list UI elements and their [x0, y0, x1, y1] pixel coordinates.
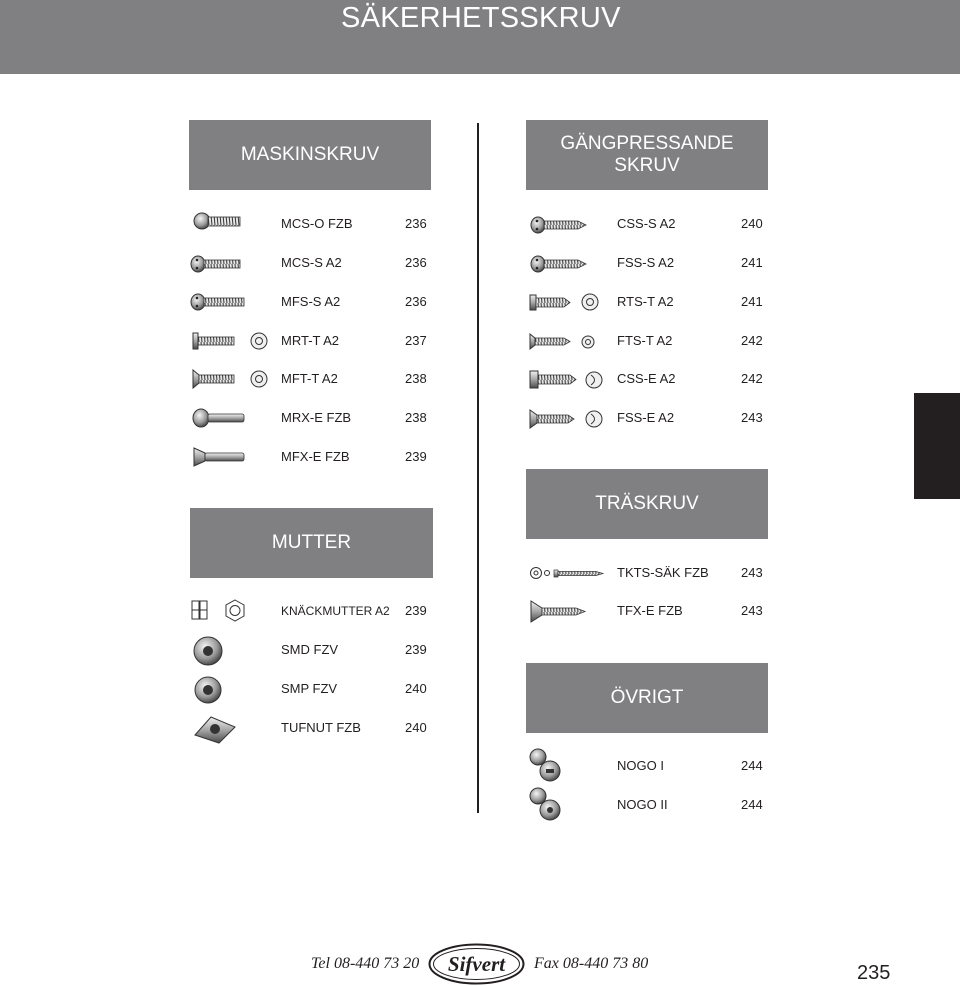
- torx-pin-screw-icon: [191, 322, 269, 360]
- nogo-cap-icon: [526, 747, 566, 785]
- two-hole-pan-screw-icon: [189, 244, 243, 282]
- column-divider: [477, 123, 479, 813]
- list-item[interactable]: [189, 592, 434, 630]
- section-header-gangpressande-skruv: [526, 120, 768, 190]
- page-title: SÄKERHETSSKRUV: [341, 2, 621, 34]
- list-item[interactable]: [189, 438, 434, 476]
- item-code: FSS-S A2: [617, 255, 675, 270]
- item-page: 236: [405, 255, 427, 270]
- item-code: MFT-T A2: [281, 371, 338, 386]
- item-code: FSS-E A2: [617, 410, 675, 425]
- list-item[interactable]: [189, 670, 434, 708]
- two-hole-flat-tapping-screw-icon: [528, 244, 590, 282]
- list-item[interactable]: [189, 399, 434, 437]
- item-page: 242: [741, 371, 763, 386]
- item-page: 241: [741, 255, 763, 270]
- section-title-line2: SKRUV: [614, 155, 680, 176]
- list-item[interactable]: [189, 709, 434, 747]
- item-page: 243: [741, 410, 763, 425]
- item-page: 239: [405, 603, 427, 618]
- item-page: 236: [405, 216, 427, 231]
- item-code: CSS-E A2: [617, 371, 676, 386]
- item-code: TUFNUT FZB: [281, 720, 361, 735]
- hex-countersunk-screw-icon: [191, 438, 247, 476]
- list-item[interactable]: [526, 205, 771, 243]
- one-way-flat-tapping-screw-icon: [528, 399, 604, 437]
- wood-screw-icon: [528, 554, 606, 592]
- security-nut-icon: [191, 631, 229, 669]
- item-page: 236: [405, 294, 427, 309]
- item-code: MRT-T A2: [281, 333, 340, 348]
- nogo-cap-alt-icon: [526, 786, 566, 824]
- item-code: CSS-S A2: [617, 216, 676, 231]
- torx-tapping-screw-icon: [528, 283, 600, 321]
- list-item[interactable]: [189, 244, 434, 282]
- item-page: 239: [405, 449, 427, 464]
- item-page: 244: [741, 758, 763, 773]
- item-code: TKTS-SÄK FZB: [617, 565, 709, 580]
- item-code: NOGO II: [617, 797, 668, 812]
- sifvert-logo: [428, 943, 525, 985]
- page-number: 235: [857, 962, 891, 984]
- security-nut-alt-icon: [191, 670, 229, 708]
- list-item[interactable]: [526, 592, 771, 630]
- hex-button-screw-icon: [191, 399, 247, 437]
- item-page: 241: [741, 294, 763, 309]
- section-header-mutter: [190, 508, 433, 578]
- list-item[interactable]: [189, 360, 434, 398]
- list-item[interactable]: [526, 283, 771, 321]
- two-hole-tapping-screw-icon: [528, 205, 590, 243]
- item-page: 240: [405, 681, 427, 696]
- item-code: RTS-T A2: [617, 294, 674, 309]
- one-way-tapping-screw-icon: [528, 360, 604, 398]
- logo-text: Sifvert: [447, 952, 506, 976]
- item-page: 239: [405, 642, 427, 657]
- item-code: MFS-S A2: [281, 294, 341, 309]
- item-code: MRX-E FZB: [281, 410, 352, 425]
- item-page: 238: [405, 410, 427, 425]
- item-code: MCS-O FZB: [281, 216, 353, 231]
- torx-flat-tapping-screw-icon: [528, 322, 600, 360]
- section-header-traskruv: [526, 469, 768, 539]
- item-code: NOGO I: [617, 758, 664, 773]
- section-tab-marker: [914, 393, 960, 499]
- section-header-maskinskruv: [189, 120, 431, 190]
- item-page: 240: [741, 216, 763, 231]
- item-code: KNÄCKMUTTER A2: [281, 604, 390, 618]
- section-header-ovrigt: [526, 663, 768, 733]
- list-item[interactable]: [526, 322, 771, 360]
- list-item[interactable]: [526, 360, 771, 398]
- pan-head-screw-icon: [192, 205, 242, 243]
- item-page: 243: [741, 603, 763, 618]
- tufnut-icon: [191, 709, 239, 747]
- break-nut-icon: [189, 592, 251, 630]
- footer-phone: Tel 08-440 73 20: [311, 955, 420, 972]
- two-hole-flat-screw-icon: [189, 283, 245, 321]
- item-page: 242: [741, 333, 763, 348]
- item-code: FTS-T A2: [617, 333, 673, 348]
- item-code: MCS-S A2: [281, 255, 342, 270]
- item-page: 244: [741, 797, 763, 812]
- list-item[interactable]: [526, 747, 771, 785]
- section-title: TRÄSKRUV: [595, 493, 699, 514]
- list-item[interactable]: [189, 205, 434, 243]
- item-page: 243: [741, 565, 763, 580]
- hex-wood-screw-icon: [528, 592, 588, 630]
- item-page: 238: [405, 371, 427, 386]
- list-item[interactable]: [189, 283, 434, 321]
- item-code: SMP FZV: [281, 681, 338, 696]
- list-item[interactable]: [526, 786, 771, 824]
- list-item[interactable]: [189, 631, 434, 669]
- item-code: MFX-E FZB: [281, 449, 350, 464]
- list-item[interactable]: [526, 399, 771, 437]
- list-item[interactable]: [526, 554, 771, 592]
- list-item[interactable]: [189, 322, 434, 360]
- torx-pin-countersunk-screw-icon: [191, 360, 269, 398]
- item-page: 240: [405, 720, 427, 735]
- section-title: ÖVRIGT: [610, 687, 684, 708]
- section-title: MUTTER: [271, 532, 352, 553]
- item-code: TFX-E FZB: [617, 603, 683, 618]
- list-item[interactable]: [526, 244, 771, 282]
- footer-fax: Fax 08-440 73 80: [534, 955, 649, 972]
- section-title: MASKINSKRUV: [240, 144, 380, 165]
- item-page: 237: [405, 333, 427, 348]
- item-code: SMD FZV: [281, 642, 339, 657]
- section-title-line1: GÄNGPRESSANDE: [560, 133, 734, 154]
